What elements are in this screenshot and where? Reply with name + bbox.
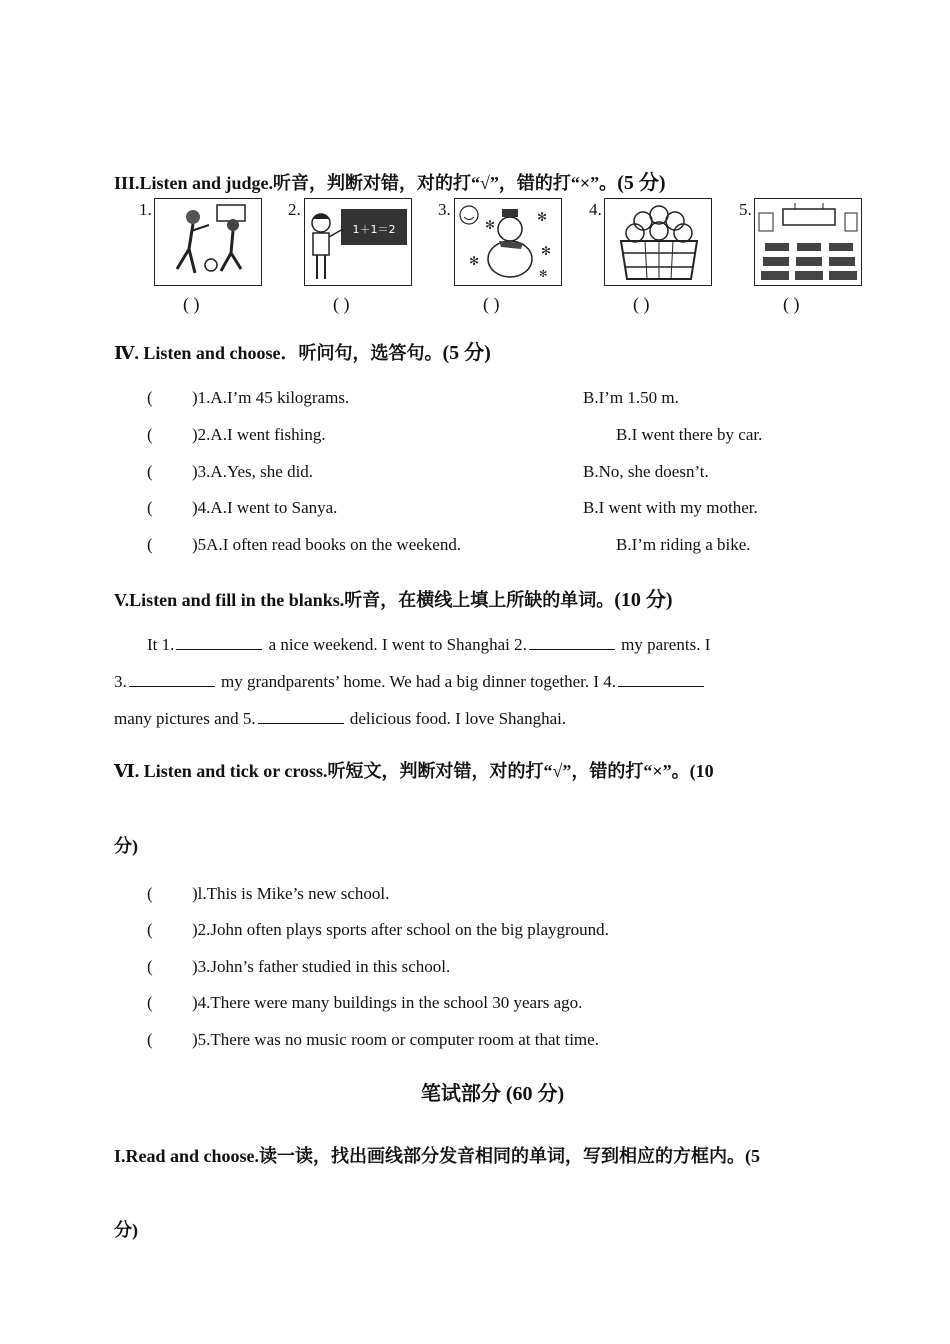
section3-heading bbox=[114, 166, 666, 195]
boy-at-blackboard-icon bbox=[304, 198, 412, 286]
passage-line-3 bbox=[114, 709, 566, 729]
picture-2-answer[interactable]: ( ) bbox=[333, 294, 350, 314]
apple-basket-icon bbox=[604, 198, 712, 286]
passage-line-2 bbox=[114, 672, 706, 692]
answer-paren[interactable]: ( bbox=[147, 425, 153, 444]
section4-heading-text: Ⅳ. Listen and choose．听问句，选答句。 bbox=[114, 343, 443, 363]
passage-text: a nice weekend. I went to Shanghai 2. bbox=[264, 635, 527, 654]
blackboard-text: 1＋1＝2 bbox=[352, 223, 396, 236]
section5-heading bbox=[114, 583, 673, 612]
section6-heading bbox=[114, 757, 714, 783]
blank-3[interactable] bbox=[129, 672, 215, 687]
answer-paren[interactable]: ( bbox=[147, 388, 153, 407]
statement-4: )4.There were many buildings in the school 30 years ago. bbox=[192, 993, 583, 1012]
statement-3: )3.John’s father studied in this school. bbox=[192, 957, 451, 976]
written-part-title: 笔试部分 (60 分) bbox=[420, 1083, 565, 1105]
question-3-option-a: )3.A.Yes, she did. bbox=[192, 462, 314, 481]
blank-1[interactable] bbox=[176, 635, 262, 650]
section3-points: (5 分) bbox=[617, 172, 666, 194]
question-2-option-b: B.I went there by car. bbox=[616, 425, 763, 444]
picture-5-number: 5. bbox=[739, 200, 752, 219]
classroom-icon bbox=[754, 198, 862, 286]
question-2-option-a: )2.A.I went fishing. bbox=[192, 425, 326, 444]
answer-paren[interactable]: ( bbox=[147, 535, 153, 554]
question-5-option-b: B.I’m riding a bike. bbox=[616, 535, 751, 554]
svg-text:✻: ✻ bbox=[537, 210, 548, 224]
passage-text: my parents. I bbox=[616, 635, 711, 654]
section4-heading bbox=[114, 336, 491, 365]
section5-heading-text: V.Listen and fill in the blanks.听音，在横线上填上所缺的单词。 bbox=[114, 590, 615, 610]
passage-text: delicious food. I love Shanghai. bbox=[345, 709, 567, 728]
statement-5: )5.There was no music room or computer room at that time. bbox=[192, 1030, 599, 1049]
picture-5-answer[interactable]: ( ) bbox=[783, 294, 800, 314]
answer-paren[interactable]: ( bbox=[147, 957, 153, 976]
snowman-icon bbox=[454, 198, 562, 286]
question-5-option-a: )5A.I often read books on the weekend. bbox=[192, 535, 462, 554]
section3-heading-text: III.Listen and judge.听音，判断对错，对的打“√”，错的打“×”。 bbox=[114, 173, 618, 193]
svg-text:✻: ✻ bbox=[485, 218, 496, 232]
section6-heading-cont: 分) bbox=[114, 836, 138, 856]
passage-text: my grandparents’ home. We had a big dinner together. I 4. bbox=[216, 672, 617, 691]
question-3-option-b: B.No, she doesn’t. bbox=[583, 462, 709, 481]
question-4-option-b: B.I went with my mother. bbox=[583, 498, 758, 517]
picture-4-number: 4. bbox=[589, 200, 602, 219]
question-1-option-b: B.I’m 1.50 m. bbox=[583, 388, 679, 407]
question-1-option-a: )1.A.I’m 45 kilograms. bbox=[192, 388, 350, 407]
answer-paren[interactable]: ( bbox=[147, 993, 153, 1012]
picture-2-number: 2. bbox=[288, 200, 301, 219]
passage-line-1 bbox=[147, 635, 710, 655]
blank-5[interactable] bbox=[258, 709, 344, 724]
basketball-players-icon bbox=[154, 198, 262, 286]
svg-text:✻: ✻ bbox=[539, 269, 548, 280]
passage-text: many pictures and 5. bbox=[114, 709, 256, 728]
passage-text: It 1. bbox=[147, 635, 175, 654]
question-4-option-a: )4.A.I went to Sanya. bbox=[192, 498, 338, 517]
answer-paren[interactable]: ( bbox=[147, 884, 153, 903]
picture-4-answer[interactable]: ( ) bbox=[633, 294, 650, 314]
answer-paren[interactable]: ( bbox=[147, 920, 153, 939]
section4-points: (5 分) bbox=[442, 342, 491, 364]
picture-3-answer[interactable]: ( ) bbox=[483, 294, 500, 314]
picture-1-number: 1. bbox=[139, 200, 152, 219]
section5-points: (10 分) bbox=[614, 589, 673, 611]
written-section1-heading: I.Read and choose.读一读，找出画线部分发音相同的单词，写到相应的方框内。(5 bbox=[114, 1146, 761, 1166]
statement-1: )l.This is Mike’s new school. bbox=[192, 884, 390, 903]
answer-paren[interactable]: ( bbox=[147, 462, 153, 481]
written-section1-heading-cont: 分) bbox=[114, 1220, 138, 1240]
blank-4[interactable] bbox=[618, 672, 704, 687]
svg-text:✻: ✻ bbox=[469, 254, 480, 268]
answer-paren[interactable]: ( bbox=[147, 498, 153, 517]
svg-text:✻: ✻ bbox=[541, 244, 552, 258]
answer-paren[interactable]: ( bbox=[147, 1030, 153, 1049]
picture-3-number: 3. bbox=[438, 200, 451, 219]
picture-1-answer[interactable]: ( ) bbox=[183, 294, 200, 314]
blank-2[interactable] bbox=[529, 635, 615, 650]
section6-heading-text: Ⅵ. Listen and tick or cross.听短文，判断对错，对的打“√”，错的打“×”。(10 bbox=[114, 761, 714, 781]
statement-2: )2.John often plays sports after school on the big playground. bbox=[192, 920, 609, 939]
passage-text: 3. bbox=[114, 672, 127, 691]
